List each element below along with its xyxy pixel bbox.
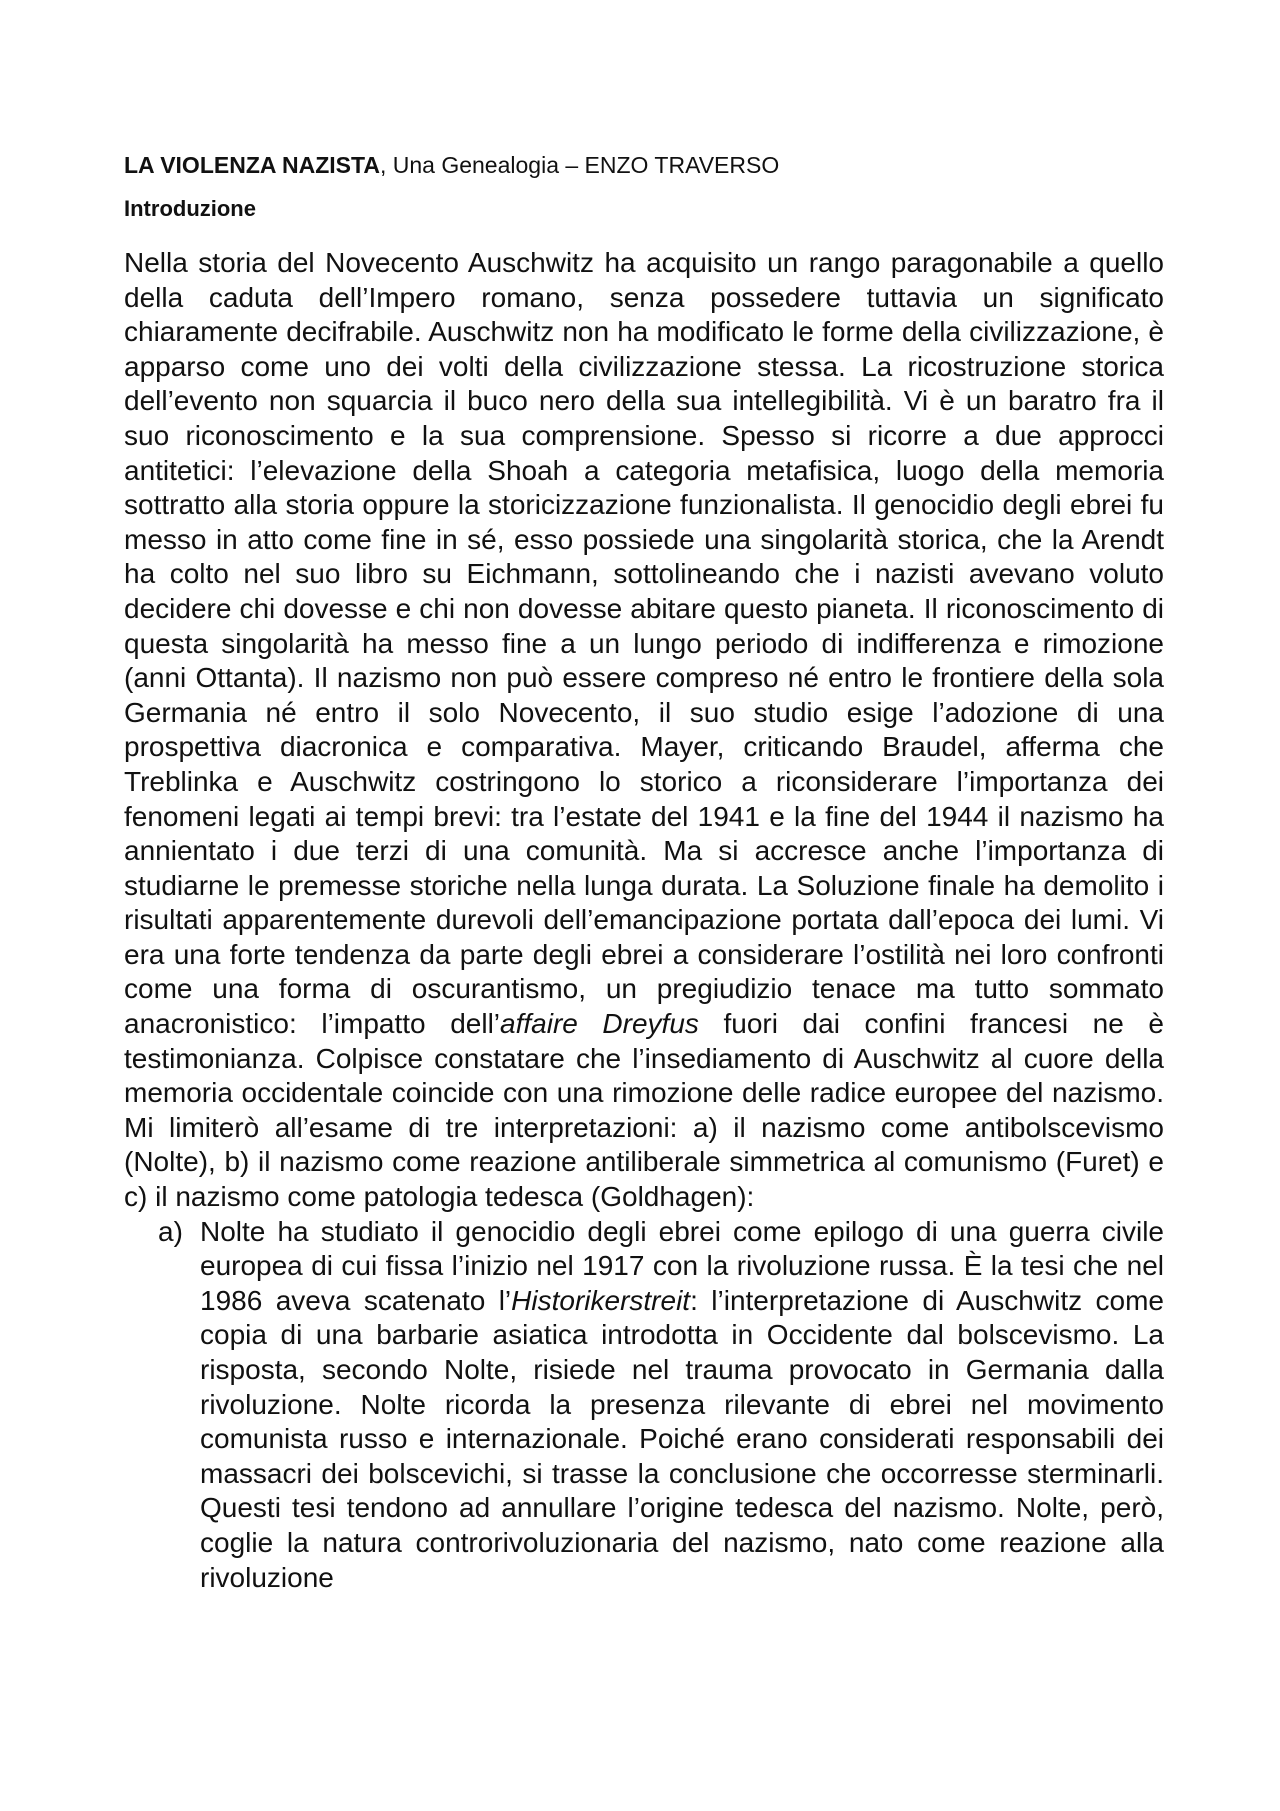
list-marker-a: a) [158,1215,183,1247]
list-item-a-italic: Historikerstreit [511,1284,691,1316]
document-title [124,150,1164,180]
intro-paragraph-italic: affaire Dreyfus [500,1008,699,1040]
document-title-bold: LA VIOLENZA NAZISTA [124,152,380,178]
intro-paragraph [124,246,1164,1215]
list-item-a [124,1215,1164,1596]
interpretations-list [124,1215,1164,1596]
intro-paragraph-text-2: fuori dai confini francesi ne è testimonianza. Colpisce constatare che l’insediamento di Auschwitz al cuore della memoria occidentale coincide con una rimozione delle radice europee del nazismo. Mi limiterò all’esame di tre interpretazioni: a) il nazismo come antibolscevismo (Nolte), b) il nazismo come reazione antiliberale simmetrica al comunismo (Furet) e c) il nazismo come patologia tedesca (Goldhagen): [124,1008,1164,1213]
list-item-a-text-1: Nolte ha studiato il genocidio degli ebrei come epilogo di una guerra civile europea di cui fissa l’inizio nel 1917 con la rivoluzione russa. È la tesi che nel 1986 aveva scatenato l’ [200,1215,1164,1316]
list-item-a-text-2: : l’interpretazione di Auschwitz come copia di una barbarie asiatica introdotta in Occidente dal bolscevismo. La risposta, secondo Nolte, risiede nel trauma provocato in Germania dalla rivoluzione. Nolte ricorda la presenza rilevante di ebrei nel movimento comunista russo e internazionale. Poiché erano considerati responsabili dei massacri dei bolscevichi, si trasse la conclusione che occorresse sterminarli. Questi tesi tendono ad annullare l’origine tedesca del nazismo. Nolte, però, coglie la natura controrivoluzionaria del nazismo, nato come reazione alla rivoluzione [200,1284,1164,1593]
document-page [124,150,1164,1595]
intro-paragraph-text-1: Nella storia del Novecento Auschwitz ha acquisito un rango paragonabile a quello della caduta dell’Impero romano, senza possedere tuttavia un significato chiaramente decifrabile. Auschwitz non ha modificato le forme della civilizzazione, è apparso come uno dei volti della civilizzazione stessa. La ricostruzione storica dell’evento non squarcia il buco nero della sua intellegibilità. Vi è un baratro fra il suo riconoscimento e la sua comprensione. Spesso si ricorre a due approcci antitetici: l’elevazione della Shoah a categoria metafisica, luogo della memoria sottratto alla storia oppure la storicizzazione funzionalista. Il genocidio degli ebrei fu messo in atto come fine in sé, esso possiede una singolarità storica, che la Arendt ha colto nel suo libro su Eichmann, sottolineando che i nazisti avevano voluto decidere chi dovesse e chi non dovesse abitare questo pianeta. Il riconoscimento di questa singolarità ha messo fine a un lungo periodo di indifferenza e rimozione (anni Ottanta). Il nazismo non può essere compreso né entro le frontiere della sola Germania né entro il solo Novecento, il suo studio esige l’adozione di una prospettiva diacronica e comparativa. Mayer, criticando Braudel, afferma che Treblinka e Auschwitz costringono lo storico a riconsiderare l’importanza dei fenomeni legati ai tempi brevi: tra l’estate del 1941 e la fine del 1944 il nazismo ha annientato i due terzi di una comunità. Ma si accresce anche l’importanza di studiarne le premesse storiche nella lunga durata. La Soluzione finale ha demolito i risultati apparentemente durevoli dell’emancipazione portata dall’epoca dei lumi. Vi era una forte tendenza da parte degli ebrei a considerare l’ostilità nei loro confronti come una forma di oscurantismo, un pregiudizio tenace ma tutto sommato anacronistico: l’impatto dell’ [124,247,1164,1040]
section-heading: Introduzione [124,196,256,221]
document-title-rest: , Una Genealogia – ENZO TRAVERSO [379,152,780,178]
